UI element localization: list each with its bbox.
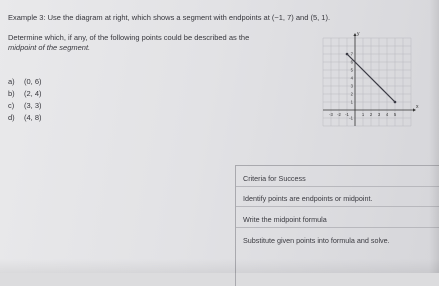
option-point: (0, 6): [24, 77, 42, 86]
example-title: Example 3: Use the diagram at right, which shows a segment with endpoints at (−1, 7) and (5, 1).: [8, 13, 331, 22]
y-tick-label: -1: [349, 115, 353, 121]
option-point: (2, 4): [24, 89, 42, 98]
segment-endpoint: [394, 101, 397, 104]
option-c: [8, 101, 42, 110]
x-axis-label: x: [416, 104, 419, 110]
segment-endpoint: [346, 53, 349, 56]
criteria-item-2: Write the midpoint formula: [243, 215, 327, 224]
x-tick-label: 5: [393, 112, 397, 117]
criteria-divider: [236, 186, 439, 187]
x-tick-label: -1: [345, 112, 349, 117]
option-a: [8, 77, 42, 86]
criteria-divider: [236, 206, 439, 207]
y-tick-label: 7: [350, 51, 353, 57]
option-d: [8, 113, 42, 122]
y-tick-label: 5: [350, 67, 353, 73]
criteria-divider: [236, 227, 439, 228]
question-text: Determine which, if any, of the following points could be described as the: [8, 33, 250, 42]
question-text-line2: midpoint of the segment.: [8, 43, 91, 52]
criteria-header: Criteria for Success: [243, 174, 306, 183]
y-tick-label: 3: [350, 83, 353, 89]
criteria-item-1: Identify points are endpoints or midpoint.: [243, 194, 373, 203]
option-point: (4, 8): [24, 113, 42, 122]
y-tick-label: 4: [350, 75, 353, 81]
x-tick-label: 1: [361, 112, 365, 117]
y-tick-label: 2: [350, 91, 353, 97]
option-letter: b): [8, 89, 15, 98]
x-tick-label: 4: [385, 112, 389, 117]
x-tick-label: 3: [377, 112, 381, 117]
x-tick-label: 2: [369, 112, 373, 117]
option-point: (3, 3): [24, 101, 42, 110]
criteria-item-3: Substitute given points into formula and solve.: [243, 236, 390, 245]
y-tick-label: 6: [350, 59, 353, 65]
coordinate-graph: [307, 30, 419, 130]
page-bottom-shadow: [0, 259, 439, 273]
y-axis-label: y: [357, 31, 360, 37]
y-tick-label: 1: [350, 99, 353, 105]
option-b: [8, 89, 42, 98]
option-letter: a): [8, 77, 15, 86]
option-letter: d): [8, 113, 15, 122]
option-letter: c): [8, 101, 15, 110]
x-tick-label: -2: [337, 112, 341, 117]
page-edge-shadow: [429, 0, 439, 273]
x-tick-label: -3: [329, 112, 333, 117]
